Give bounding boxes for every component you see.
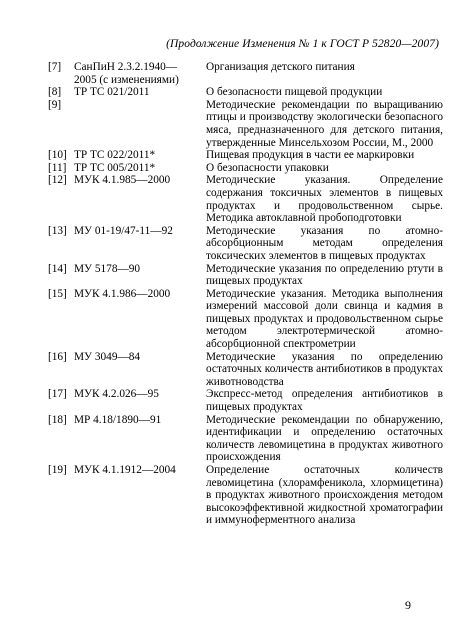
reference-number: [15] [48,287,67,300]
reference-item [48,288,443,351]
reference-description: Методические указания по определению ртути в пищевых продуктах [206,262,443,288]
reference-description: Пищевая продукция в части ее маркировки [206,149,415,162]
page-number: 9 [405,598,411,612]
reference-description: Методические указания по атомно-абсорбционным методам определения токсических элементов в пищевых продуктах [206,224,443,262]
reference-code: ТР ТС 022/2011* [74,149,156,162]
reference-code: МУ 5178—90 [74,262,141,275]
reference-code: МУ 01-19/47-11—92 [74,224,173,237]
reference-item [48,61,443,86]
reference-number: [7] [48,61,62,73]
reference-description: Методические указания. Определение содержания токсичных элементов в пищевых продуктах и продовольственном сырье. Методика автоклавной пробоподготовки [206,174,443,225]
reference-item [48,263,443,288]
reference-description: Методические рекомендации по обнаружению, идентификации и определению остаточных количеств левомицетина в продуктах животного происхождения [206,413,443,464]
reference-code: ТР ТС 005/2011* [74,161,156,174]
reference-item [48,351,443,389]
reference-code: СанПиН 2.3.2.1940— 2005 (с изменениями) [74,61,179,86]
reference-number: [16] [48,350,67,363]
page-header: (Продолжение Изменения № 1 к ГОСТ Р 52820—2007) [166,38,439,50]
reference-number: [13] [48,224,67,237]
reference-item [48,388,443,413]
reference-item [48,464,443,527]
reference-number: [12] [48,174,67,187]
reference-code: МУК 4.1.1912—2004 [74,464,176,476]
reference-item [48,414,443,464]
reference-code: МР 4.18/1890—91 [74,413,162,426]
reference-description: О безопасности упаковки [206,161,329,174]
reference-number: [11] [48,161,67,174]
reference-list [48,61,443,527]
reference-description: Методические рекомендации по выращиванию птицы и производству экологически безопасного мяса, предназначенного для детского питания, утвержденные Минсельхозом России, М., 2000 [206,98,443,149]
reference-description: О безопасности пищевой продукции [206,86,383,99]
reference-number: [18] [48,413,67,426]
reference-number: [10] [48,149,67,162]
reference-item [48,86,443,99]
reference-number: [14] [48,262,67,275]
reference-code: МУК 4.1.985—2000 [74,174,171,187]
reference-description: Организация детского питания [206,61,355,73]
reference-code: ТР ТС 021/2011 [74,86,150,99]
reference-item [48,149,443,162]
reference-description: Экспресс-метод определения антибиотиков в пищевых продуктах [206,388,443,414]
reference-description: Методические указания по определению остаточных количеств антибиотиков в продуктах животноводства [206,350,443,388]
reference-item [48,162,443,175]
reference-item [48,174,443,224]
reference-item [48,99,443,149]
reference-item [48,225,443,263]
reference-code: МУ 3049—84 [74,350,141,363]
reference-number: [19] [48,464,67,476]
reference-description: Определение остаточных количеств левомицетина (хлорамфеникола, хлормицетина) в продуктах животного происхождения методом высокоэффективной жидкостной хроматографии и иммуноферментного анализа [206,464,443,527]
reference-number: [9] [48,98,62,111]
reference-code: МУК 4.2.026—95 [74,388,159,401]
reference-description: Методические указания. Методика выполнения измерений массовой доли свинца и кадмия в пищевых продуктах и продовольственном сырье методом электротермической атомно-абсорбционной спектрометрии [206,287,443,351]
reference-number: [8] [48,86,62,99]
reference-number: [17] [48,388,67,401]
reference-code: МУК 4.1.986—2000 [74,287,171,300]
